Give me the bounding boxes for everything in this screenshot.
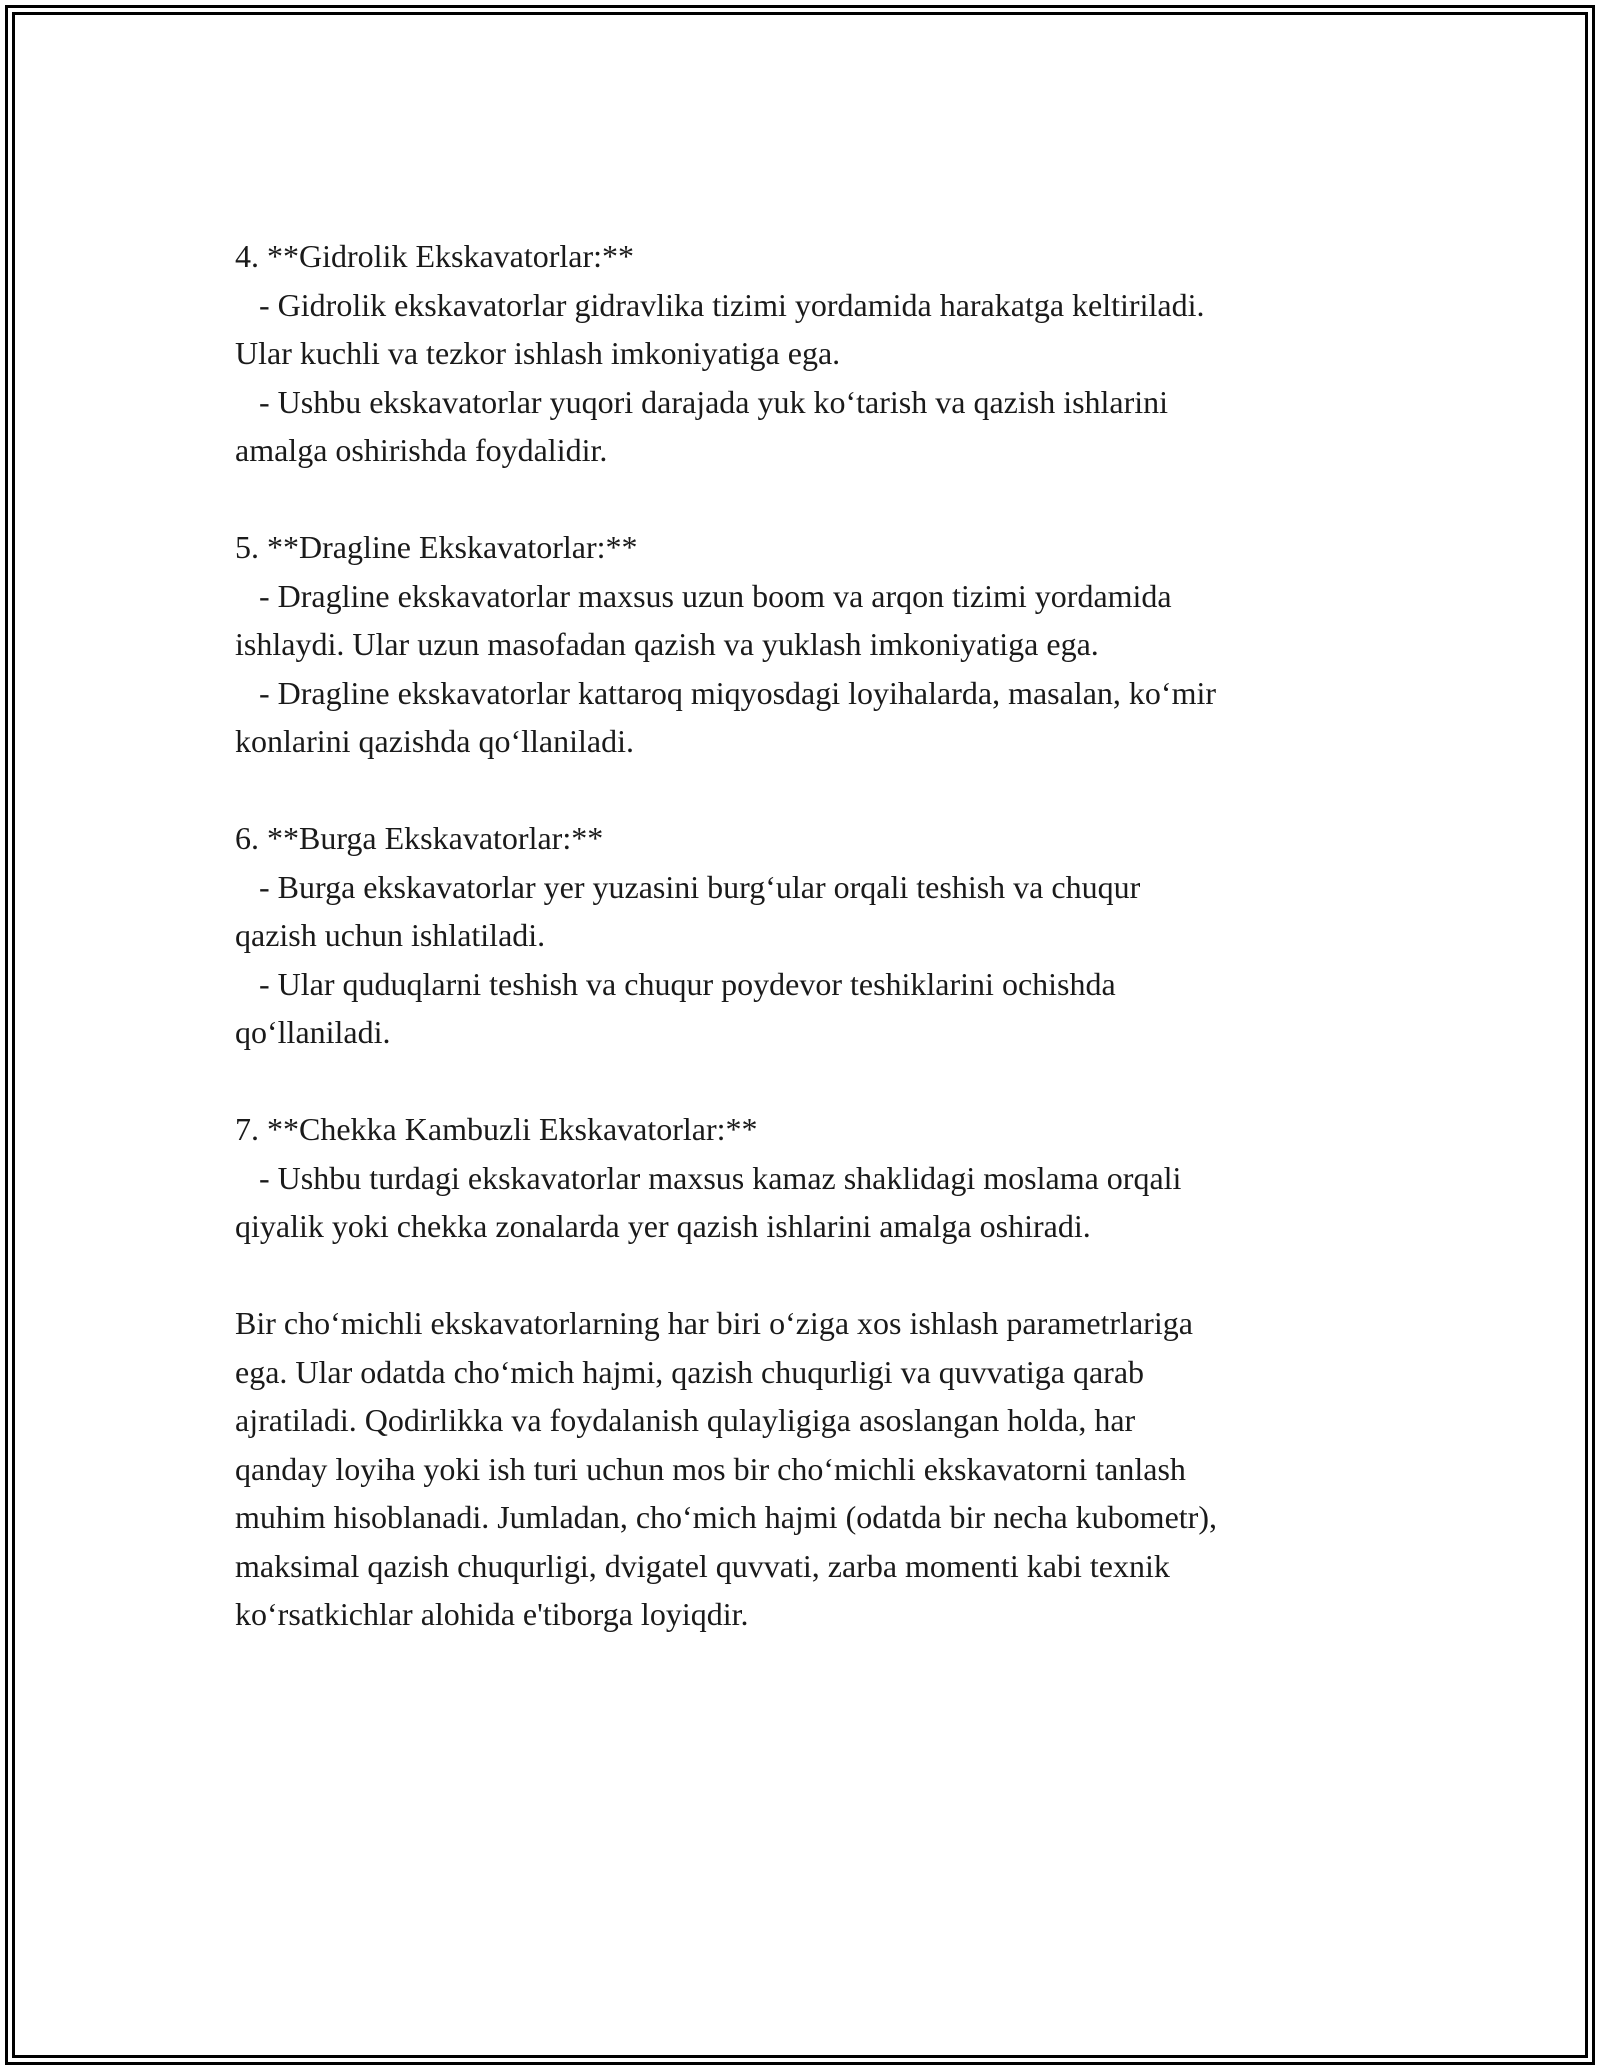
paragraph-gap	[235, 1057, 1395, 1106]
section-line: - Burga ekskavatorlar yer yuzasini burg‘ular orqali teshish va chuqur	[235, 868, 1141, 905]
section-line: amalga oshirishda foydalidir.	[235, 432, 608, 468]
section-heading: 4. **Gidrolik Ekskavatorlar:**	[235, 238, 635, 274]
section-line: - Dragline ekskavatorlar kattaroq miqyosdagi loyihalarda, masalan, ko‘mir	[235, 674, 1217, 711]
section-chekka-kambuzli	[235, 1105, 1395, 1251]
paragraph-gap	[235, 766, 1395, 815]
section-dragline	[235, 523, 1395, 766]
conclusion-line: ajratiladi. Qodirlikka va foydalanish qulayligiga asoslangan holda, har	[235, 1402, 1136, 1438]
section-line: konlarini qazishda qo‘llaniladi.	[235, 723, 634, 759]
section-heading: 7. **Chekka Kambuzli Ekskavatorlar:**	[235, 1111, 758, 1147]
section-gidrolik	[235, 232, 1395, 475]
section-line: qiyalik yoki chekka zonalarda yer qazish ishlarini amalga oshiradi.	[235, 1208, 1091, 1244]
section-heading: 5. **Dragline Ekskavatorlar:**	[235, 529, 638, 565]
conclusion-paragraph	[235, 1299, 1395, 1639]
paragraph-gap	[235, 475, 1395, 524]
conclusion-line: Bir cho‘michli ekskavatorlarning har biri o‘ziga xos ishlash parametrlariga	[235, 1305, 1193, 1341]
section-line: - Ushbu turdagi ekskavatorlar maxsus kamaz shaklidagi moslama orqali	[235, 1159, 1182, 1196]
section-burga	[235, 814, 1395, 1057]
conclusion-line: ega. Ular odatda cho‘mich hajmi, qazish chuqurligi va quvvatiga qarab	[235, 1353, 1145, 1390]
section-heading: 6. **Burga Ekskavatorlar:**	[235, 820, 604, 856]
conclusion-line: muhim hisoblanadi. Jumladan, cho‘mich hajmi (odatda bir necha kubometr),	[235, 1499, 1217, 1535]
section-line: - Gidrolik ekskavatorlar gidravlika tizimi yordamida harakatga keltiriladi.	[235, 286, 1205, 323]
conclusion-line: qanday loyiha yoki ish turi uchun mos bir cho‘michli ekskavatorni tanlash	[235, 1450, 1186, 1487]
document-body	[235, 232, 1395, 1639]
section-line: qazish uchun ishlatiladi.	[235, 917, 546, 953]
section-line: qo‘llaniladi.	[235, 1014, 391, 1050]
section-line: - Dragline ekskavatorlar maxsus uzun boom va arqon tizimi yordamida	[235, 577, 1172, 614]
section-line: - Ular quduqlarni teshish va chuqur poydevor teshiklarini ochishda	[235, 965, 1116, 1002]
section-line: - Ushbu ekskavatorlar yuqori darajada yuk ko‘tarish va qazish ishlarini	[235, 383, 1169, 420]
section-line: ishlaydi. Ular uzun masofadan qazish va yuklash imkoniyatiga ega.	[235, 626, 1099, 662]
paragraph-gap	[235, 1251, 1395, 1300]
section-line: Ular kuchli va tezkor ishlash imkoniyatiga ega.	[235, 335, 841, 371]
conclusion-line: maksimal qazish chuqurligi, dvigatel quvvati, zarba momenti kabi texnik	[235, 1547, 1170, 1584]
conclusion-line: ko‘rsatkichlar alohida e'tiborga loyiqdir.	[235, 1596, 749, 1632]
